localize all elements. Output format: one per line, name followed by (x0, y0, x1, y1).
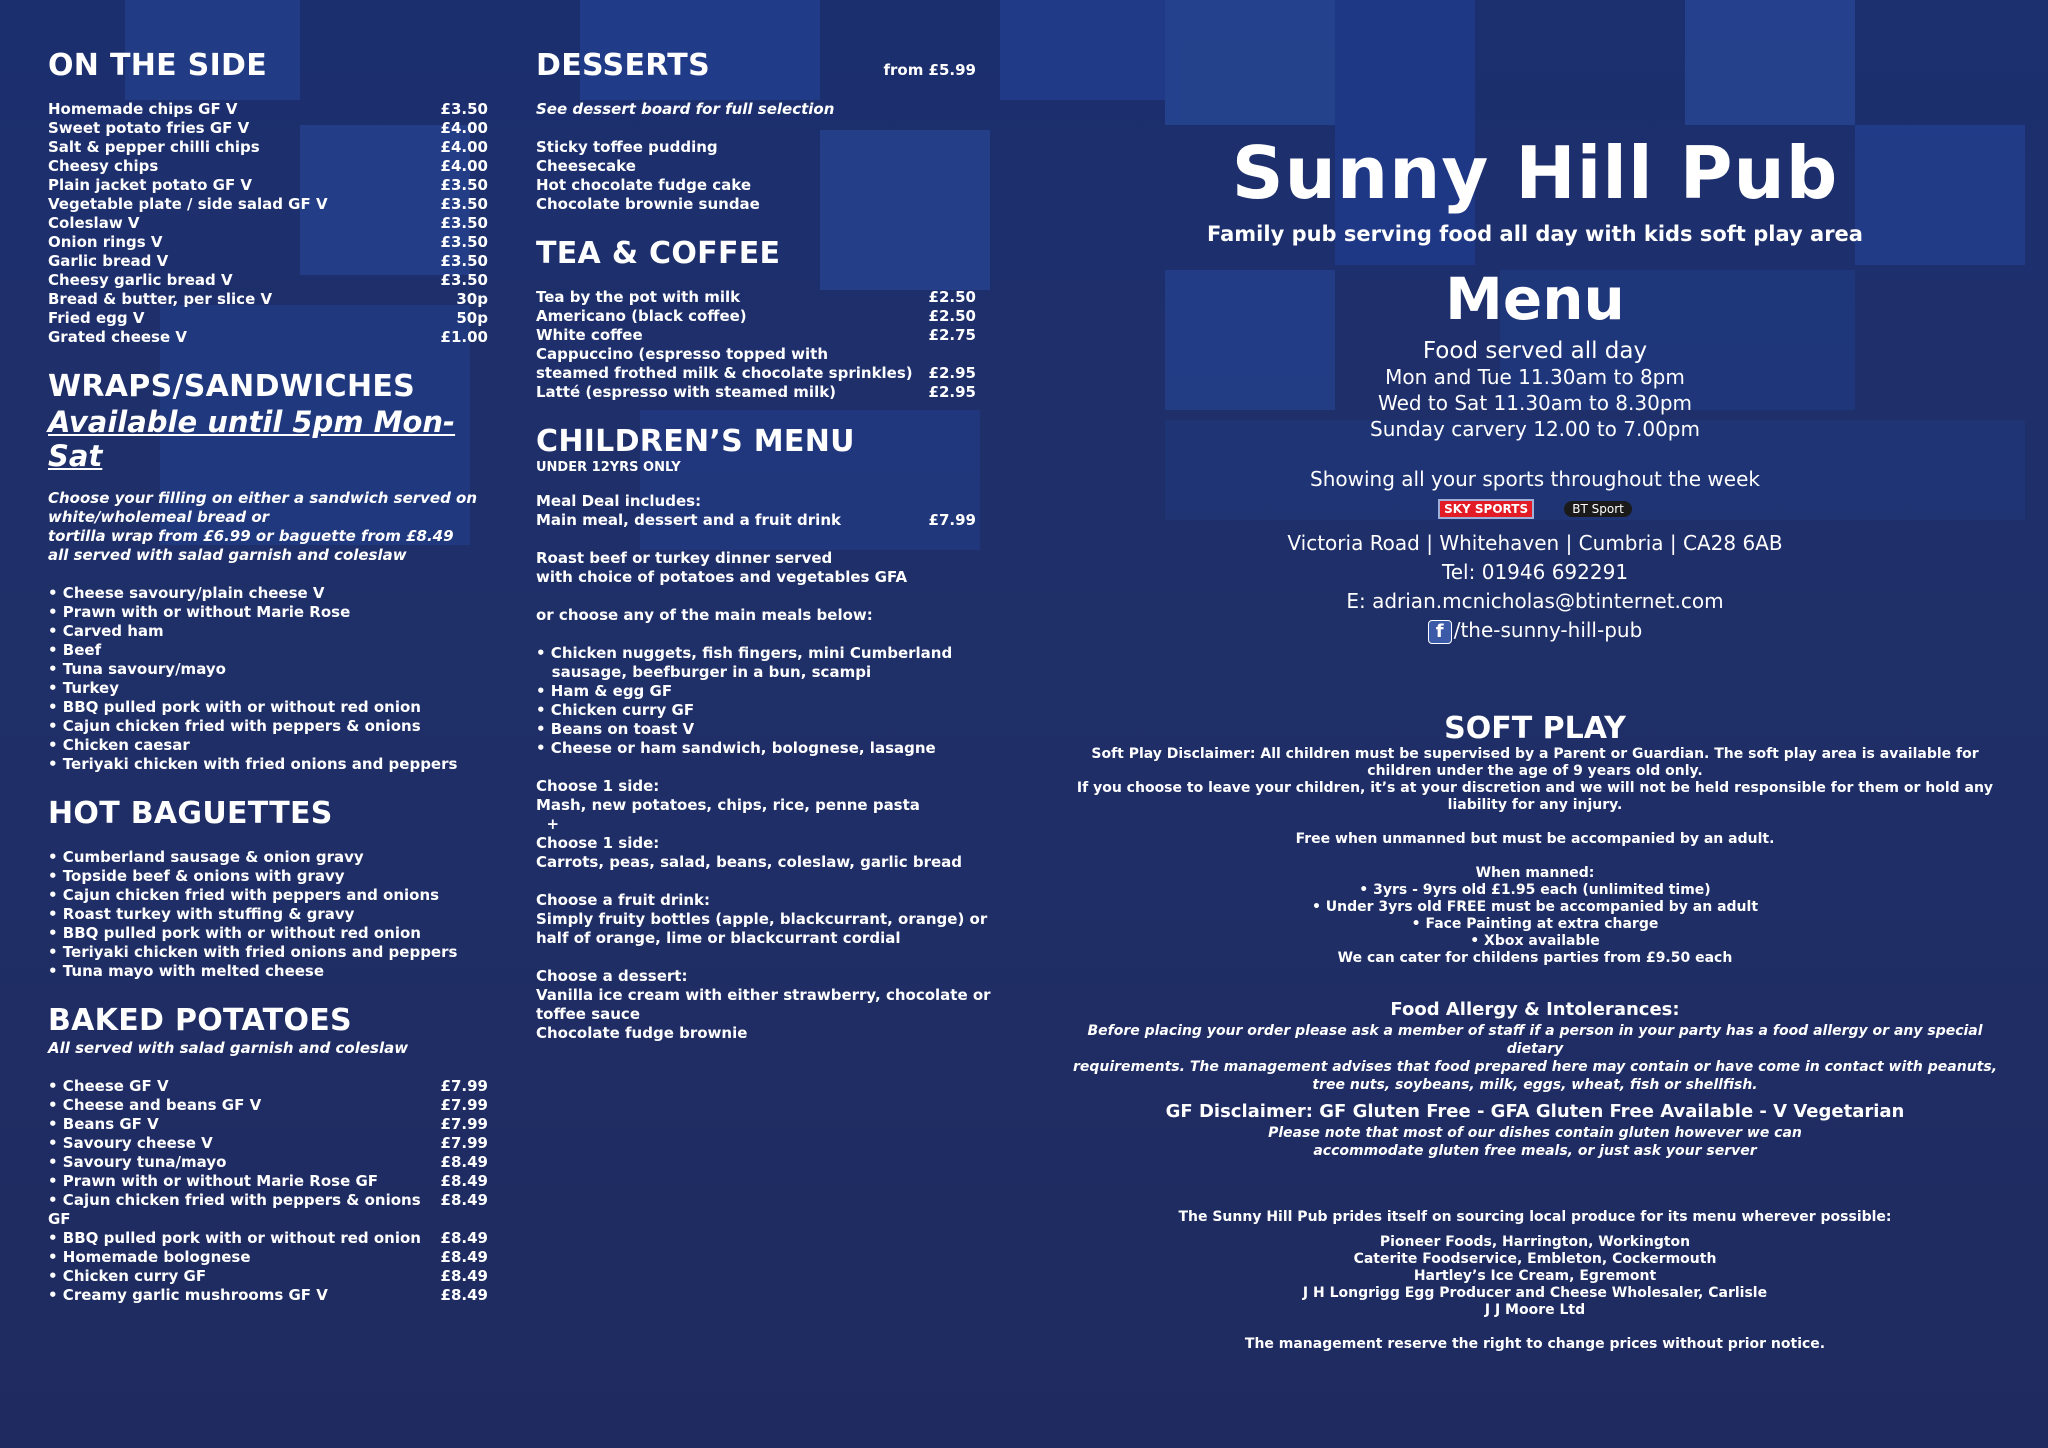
childrens-menu-line (536, 625, 976, 644)
allergy-line: tree nuts, soybeans, milk, eggs, wheat, fish or shellfish. (1312, 1077, 1758, 1093)
baked-potato-item-price: £7.99 (440, 1096, 488, 1114)
drink-item-name: Americano (black coffee) (536, 307, 747, 325)
baked-potato-item-price: £8.49 (440, 1172, 488, 1190)
hours-line: Mon and Tue 11.30am to 8pm (1385, 365, 1685, 389)
baked-potato-item-row (48, 1172, 488, 1191)
soft-play-title: SOFT PLAY (1444, 711, 1626, 746)
side-item-name: Homemade chips GF V (48, 100, 238, 118)
pub-name: Sunny Hill Pub (1231, 131, 1839, 215)
childrens-menu-line (536, 587, 976, 606)
column-left (48, 48, 488, 1305)
baked-potato-item-name: • Homemade bolognese (48, 1248, 251, 1266)
hours-line: Sunday carvery 12.00 to 7.00pm (1370, 417, 1700, 441)
baked-potato-item-price: £8.49 (440, 1191, 488, 1209)
childrens-menu-line: or choose any of the main meals below: (536, 606, 873, 624)
drink-item-row (536, 345, 976, 364)
childrens-menu-subtitle: UNDER 12YRS ONLY (536, 460, 681, 475)
desserts-price-note: from £5.99 (883, 61, 976, 79)
wraps-item: • Cheese savoury/plain cheese V (48, 584, 325, 602)
hot-baguettes-title: HOT BAGUETTES (48, 796, 333, 831)
baguette-item: • Topside beef & onions with gravy (48, 867, 345, 885)
baked-potato-item-name: • Chicken curry GF (48, 1267, 207, 1285)
tea-coffee-list (536, 288, 976, 402)
side-item-name: Salt & pepper chilli chips (48, 138, 260, 156)
soft-play-line: We can cater for childens parties from £9.50 each (1337, 950, 1733, 966)
baked-potato-item-name: • Creamy garlic mushrooms GF V (48, 1286, 328, 1304)
local-intro: The Sunny Hill Pub prides itself on sourcing local produce for its menu wherever possible: (1178, 1209, 1892, 1225)
allergy-line: Before placing your order please ask a member of staff if a person in your party has a food allergy or any special dietary (1087, 1023, 1983, 1057)
baguette-item: • Cumberland sausage & onion gravy (48, 848, 364, 866)
drink-item-name: Tea by the pot with milk (536, 288, 741, 306)
childrens-menu-line: half of orange, lime or blackcurrant cordial (536, 929, 901, 947)
allergy-line: requirements. The management advises that food prepared here may contain or have come in contact with peanuts, (1072, 1059, 1998, 1075)
drink-item-row (536, 288, 976, 307)
telephone: Tel: 01946 692291 (1441, 560, 1629, 584)
wraps-item: • Teriyaki chicken with fried onions and peppers (48, 755, 458, 773)
baguette-item: • BBQ pulled pork with or without red onion (48, 924, 421, 942)
meal-deal-row (536, 511, 976, 530)
drink-item-row (536, 307, 976, 326)
dessert-item: Sticky toffee pudding (536, 138, 718, 156)
wraps-item: • Prawn with or without Marie Rose (48, 603, 351, 621)
bt-sport-logo: BT Sport (1564, 501, 1632, 517)
side-item-price: £4.00 (440, 157, 488, 175)
baked-potato-item-price: £7.99 (440, 1115, 488, 1133)
drink-item-name: Latté (espresso with steamed milk) (536, 383, 837, 401)
childrens-menu-line: Mash, new potatoes, chips, rice, penne pasta (536, 796, 920, 814)
dessert-item: Chocolate brownie sundae (536, 195, 760, 213)
dessert-item: Cheesecake (536, 157, 636, 175)
baked-potato-item-row (48, 1134, 488, 1153)
childrens-menu-line: Roast beef or turkey dinner served (536, 549, 833, 567)
wraps-item: • Beef (48, 641, 102, 659)
baked-potato-item-name: • Savoury tuna/mayo (48, 1153, 227, 1171)
baked-potato-item-row (48, 1267, 488, 1286)
soft-play-line: • Xbox available (1470, 933, 1600, 949)
baguette-item: • Tuna mayo with melted cheese (48, 962, 325, 980)
tea-coffee-title: TEA & COFFEE (536, 236, 781, 271)
childrens-menu-line: • Cheese or ham sandwich, bolognese, lasagne (536, 739, 936, 757)
wraps-item: • Cajun chicken fried with peppers & onions (48, 717, 421, 735)
childrens-menu-lines (536, 549, 991, 1043)
childrens-menu-line (536, 872, 976, 891)
baguette-item: • Roast turkey with stuffing & gravy (48, 905, 355, 923)
side-item-price: £1.00 (440, 328, 488, 346)
gf-line: accommodate gluten free meals, or just ask your server (1313, 1143, 1757, 1159)
childrens-menu-line: • Chicken curry GF (536, 701, 695, 719)
childrens-menu-line: sausage, beefburger in a bun, scampi (536, 663, 872, 681)
baked-potato-item-row (48, 1248, 488, 1267)
desserts-note: See dessert board for full selection (536, 100, 835, 118)
facebook-handle: /the-sunny-hill-pub (1453, 618, 1643, 642)
gf-line: Please note that most of our dishes contain gluten however we can (1268, 1125, 1802, 1141)
hours-line: Food served all day (1422, 338, 1648, 364)
side-item-name: Onion rings V (48, 233, 163, 251)
pub-info-panel (1070, 130, 2000, 645)
side-item-price: £4.00 (440, 138, 488, 156)
drink-item-row (536, 383, 976, 402)
childrens-menu-line (536, 758, 976, 777)
childrens-menu-line: Choose 1 side: (536, 834, 660, 852)
facebook-icon: f (1428, 620, 1452, 644)
soft-play-line: Free when unmanned but must be accompanied by an adult. (1295, 831, 1775, 847)
address: Victoria Road | Whitehaven | Cumbria | CA28 6AB (1287, 531, 1783, 555)
wraps-note (48, 489, 488, 565)
childrens-menu-title: CHILDREN’S MENU (536, 424, 855, 459)
email[interactable]: E: adrian.mcnicholas@btinternet.com (1346, 589, 1724, 613)
side-item-price: £3.50 (440, 233, 488, 251)
side-item-price: £3.50 (440, 271, 488, 289)
side-item-row (48, 214, 488, 233)
baked-potato-item-name: • Savoury cheese V (48, 1134, 213, 1152)
hours-line: Wed to Sat 11.30am to 8.30pm (1377, 391, 1693, 415)
baked-potato-item-row (48, 1077, 488, 1096)
meal-deal-label: Meal Deal includes: (536, 492, 702, 510)
soft-play-line: If you choose to leave your children, it’s at your discretion and we will not be held responsible for them or hold any (1076, 780, 1994, 796)
column-middle (536, 48, 991, 1043)
childrens-menu-line: Simply fruity bottles (apple, blackcurrant, orange) or (536, 910, 988, 928)
baked-potatoes-subtitle: All served with salad garnish and coleslaw (48, 1039, 409, 1057)
side-item-price: £4.00 (440, 119, 488, 137)
menu-title: Menu (1445, 265, 1625, 333)
side-item-row (48, 290, 488, 309)
soft-play-section (1070, 712, 2000, 967)
allergy-section (1070, 998, 2000, 1160)
sky-sports-logo: SKY SPORTS (1438, 499, 1534, 519)
supplier-line: J H Longrigg Egg Producer and Cheese Wholesaler, Carlisle (1302, 1285, 1768, 1301)
soft-play-line: • 3yrs - 9yrs old £1.95 each (unlimited time) (1359, 882, 1711, 898)
wraps-list (48, 584, 488, 774)
baked-potato-item-name: • Cajun chicken fried with peppers & onions GF (48, 1191, 421, 1228)
wraps-note-line: white/wholemeal bread or (48, 508, 270, 526)
side-item-row (48, 252, 488, 271)
childrens-menu-line: + (536, 815, 560, 833)
soft-play-line: • Under 3yrs old FREE must be accompanied by an adult (1311, 899, 1759, 915)
side-item-row (48, 233, 488, 252)
childrens-menu-line: Choose 1 side: (536, 777, 660, 795)
baked-potato-item-name: • Beans GF V (48, 1115, 159, 1133)
side-item-row (48, 195, 488, 214)
side-item-name: Cheesy chips (48, 157, 159, 175)
baked-potato-item-row (48, 1229, 488, 1248)
soft-play-line: children under the age of 9 years old only. (1367, 763, 1703, 779)
soft-play-line (1070, 848, 2000, 865)
soft-play-lines (1070, 746, 2000, 967)
side-item-row (48, 271, 488, 290)
gf-disclaimer-lines (1070, 1124, 2000, 1160)
drink-item-price: £2.50 (928, 288, 976, 306)
baked-potato-item-name: • Cheese and beans GF V (48, 1096, 262, 1114)
drink-item-row (536, 326, 976, 345)
side-item-name: Sweet potato fries GF V (48, 119, 250, 137)
baked-potato-item-row (48, 1096, 488, 1115)
baked-potato-item-name: • Cheese GF V (48, 1077, 169, 1095)
allergy-title: Food Allergy & Intolerances: (1390, 999, 1680, 1020)
baked-potato-item-row (48, 1286, 488, 1305)
dessert-item: Hot chocolate fudge cake (536, 176, 751, 194)
drink-item-price: £2.95 (928, 364, 976, 382)
wraps-item: • Chicken caesar (48, 736, 190, 754)
wraps-note-line: all served with salad garnish and coleslaw (48, 546, 407, 564)
drink-item-price: £2.75 (928, 326, 976, 344)
on-the-side-list (48, 100, 488, 347)
supplier-line: Pioneer Foods, Harrington, Workington (1379, 1234, 1691, 1250)
wraps-item: • Carved ham (48, 622, 164, 640)
soft-play-line: liability for any injury. (1447, 797, 1623, 813)
childrens-menu-line: Vanilla ice cream with either strawberry, chocolate or (536, 986, 991, 1004)
side-item-price: £3.50 (440, 214, 488, 232)
baked-potato-item-price: £8.49 (440, 1229, 488, 1247)
wraps-item: • Tuna savoury/mayo (48, 660, 226, 678)
baked-potato-item-price: £8.49 (440, 1248, 488, 1266)
soft-play-line: Soft Play Disclaimer: All children must be supervised by a Parent or Guardian. The soft play area is available for (1091, 746, 1979, 762)
drink-item-row (536, 364, 976, 383)
baked-potato-item-price: £8.49 (440, 1153, 488, 1171)
baked-potato-item-name: • BBQ pulled pork with or without red onion (48, 1229, 421, 1247)
drink-item-name: White coffee (536, 326, 643, 344)
side-item-row (48, 138, 488, 157)
local-produce-section (1070, 1208, 2000, 1353)
meal-deal-text: Main meal, dessert and a fruit drink (536, 511, 841, 529)
childrens-menu-line: with choice of potatoes and vegetables GFA (536, 568, 908, 586)
wraps-note-line: Choose your filling on either a sandwich served on (48, 489, 478, 507)
side-item-name: Bread & butter, per slice V (48, 290, 273, 308)
childrens-menu-line: Choose a fruit drink: (536, 891, 711, 909)
baked-potato-item-row (48, 1153, 488, 1172)
side-item-row (48, 119, 488, 138)
sports-text: Showing all your sports throughout the week (1310, 467, 1760, 491)
side-item-name: Grated cheese V (48, 328, 187, 346)
childrens-menu-line: • Ham & egg GF (536, 682, 673, 700)
side-item-row (48, 328, 488, 347)
side-item-row (48, 100, 488, 119)
supplier-list (1070, 1234, 2000, 1319)
side-item-price: £3.50 (440, 100, 488, 118)
childrens-menu-line: • Chicken nuggets, fish fingers, mini Cumberland (536, 644, 953, 662)
supplier-line: Caterite Foodservice, Embleton, Cockermouth (1353, 1251, 1717, 1267)
childrens-menu-line: • Beans on toast V (536, 720, 695, 738)
wraps-note-line: tortilla wrap from £6.99 or baguette from £8.49 (48, 527, 454, 545)
meal-deal-price: £7.99 (928, 511, 976, 529)
baked-potato-item-price: £8.49 (440, 1267, 488, 1285)
drink-item-name: Cappuccino (espresso topped with (536, 345, 828, 363)
hot-baguettes-list (48, 848, 488, 981)
desserts-list (536, 138, 976, 214)
prices-footer: The management reserve the right to change prices without prior notice. (1244, 1336, 1826, 1352)
baked-potatoes-title: BAKED POTATOES (48, 1003, 352, 1038)
side-item-price: £3.50 (440, 195, 488, 213)
side-item-name: Garlic bread V (48, 252, 169, 270)
pub-tagline: Family pub serving food all day with kids soft play area (1207, 222, 1863, 246)
childrens-menu-line: Carrots, peas, salad, beans, coleslaw, garlic bread (536, 853, 963, 871)
side-item-name: Coleslaw V (48, 214, 140, 232)
wraps-title: WRAPS/SANDWICHES (48, 369, 416, 404)
childrens-menu-line (536, 948, 976, 967)
opening-hours (1070, 338, 2000, 442)
childrens-menu-line: Chocolate fudge brownie (536, 1024, 748, 1042)
soft-play-line (1070, 814, 2000, 831)
baked-potato-item-price: £7.99 (440, 1134, 488, 1152)
side-item-price: £3.50 (440, 252, 488, 270)
sports-logos (1070, 498, 2000, 519)
side-item-price: 50p (456, 309, 488, 327)
drink-item-price: £2.50 (928, 307, 976, 325)
baked-potato-item-row (48, 1115, 488, 1134)
wraps-subtitle: Available until 5pm Mon-Sat (48, 405, 456, 473)
side-item-name: Cheesy garlic bread V (48, 271, 233, 289)
side-item-name: Fried egg V (48, 309, 145, 327)
soft-play-line: When manned: (1475, 865, 1595, 881)
drink-item-price: £2.95 (928, 383, 976, 401)
supplier-line: J J Moore Ltd (1484, 1302, 1586, 1318)
baked-potato-item-price: £7.99 (440, 1077, 488, 1095)
supplier-line: Hartley’s Ice Cream, Egremont (1413, 1268, 1657, 1284)
side-item-price: 30p (456, 290, 488, 308)
side-item-row (48, 176, 488, 195)
baguette-item: • Teriyaki chicken with fried onions and peppers (48, 943, 458, 961)
facebook-link[interactable] (1070, 616, 2000, 645)
gf-disclaimer-title: GF Disclaimer: GF Gluten Free - GFA Gluten Free Available - V Vegetarian (1165, 1101, 1905, 1122)
side-item-price: £3.50 (440, 176, 488, 194)
side-item-row (48, 157, 488, 176)
baked-potato-item-price: £8.49 (440, 1286, 488, 1304)
allergy-lines (1070, 1022, 2000, 1094)
baguette-item: • Cajun chicken fried with peppers and onions (48, 886, 440, 904)
soft-play-line: • Face Painting at extra charge (1411, 916, 1659, 932)
desserts-title: DESSERTS (536, 48, 710, 83)
drink-item-name: steamed frothed milk & chocolate sprinkles) (536, 364, 913, 382)
side-item-row (48, 309, 488, 328)
wraps-item: • BBQ pulled pork with or without red onion (48, 698, 421, 716)
baked-potato-item-name: • Prawn with or without Marie Rose GF (48, 1172, 379, 1190)
side-item-name: Plain jacket potato GF V (48, 176, 253, 194)
childrens-menu-line: toffee sauce (536, 1005, 640, 1023)
childrens-menu-line: Choose a dessert: (536, 967, 688, 985)
wraps-item: • Turkey (48, 679, 119, 697)
baked-potatoes-list (48, 1077, 488, 1305)
side-item-name: Vegetable plate / side salad GF V (48, 195, 328, 213)
on-the-side-title: ON THE SIDE (48, 48, 268, 83)
baked-potato-item-row (48, 1191, 488, 1229)
